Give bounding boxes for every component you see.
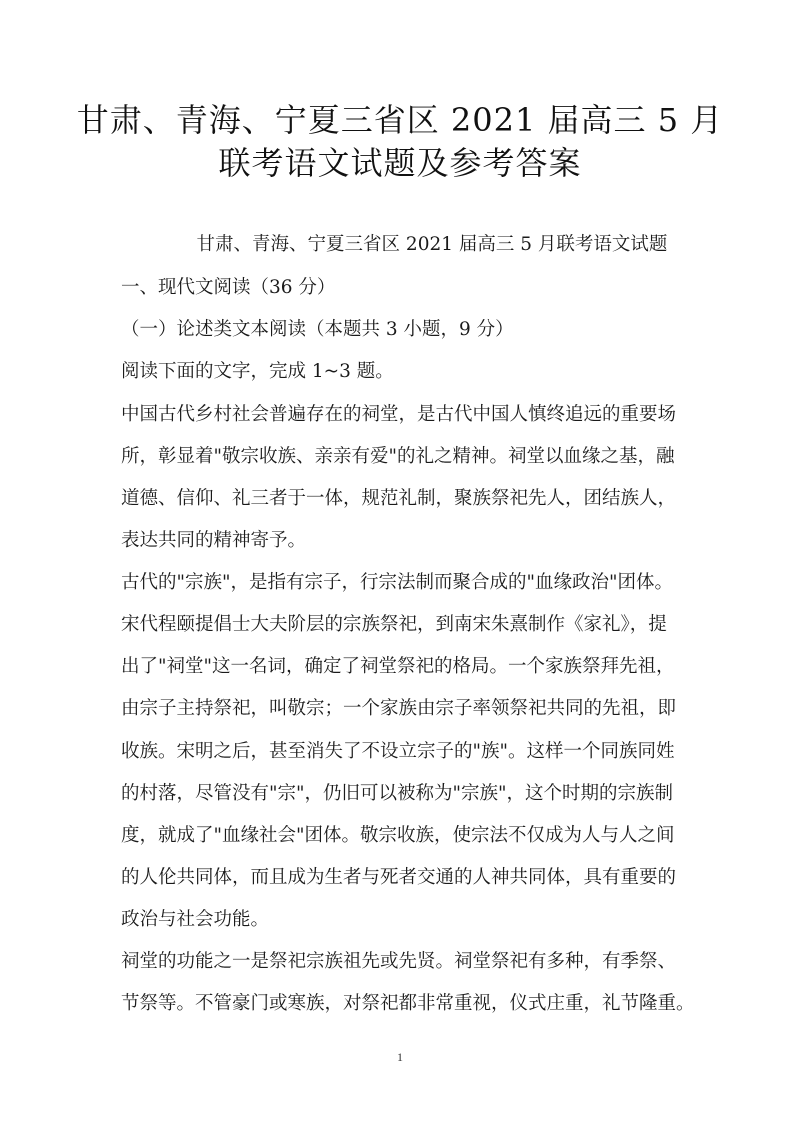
exam-subtitle: 甘肃、青海、宁夏三省区 2021 届高三 5 月联考语文试题 <box>196 234 668 255</box>
document-title-line-2: 联考语文试题及参考答案 <box>218 144 582 182</box>
paragraph-line: 道德、信仰、礼三者于一体，规范礼制，聚族祭祀先人，团结族人， <box>121 488 677 509</box>
page-number: 1 <box>397 1050 403 1064</box>
paragraph-line: 祠堂的功能之一是祭祀宗族祖先或先贤。祠堂祭祀有多种，有季祭、 <box>121 951 677 972</box>
paragraph-line: 出了"祠堂"这一名词，确定了祠堂祭祀的格局。一个家族祭拜先祖， <box>121 656 675 677</box>
paragraph-line: 中国古代乡村社会普遍存在的祠堂，是古代中国人慎终追远的重要场 <box>121 404 677 425</box>
paragraph-line: 政治与社会功能。 <box>121 909 270 930</box>
paragraph-line: 度，就成了"血缘社会"团体。敬宗收族，使宗法不仅成为人与人之间 <box>121 825 675 846</box>
reading-instruction: 阅读下面的文字，完成 1~3 题。 <box>121 361 394 382</box>
paragraph-line: 所，彰显着"敬宗收族、亲亲有爱"的礼之精神。祠堂以血缘之基，融 <box>121 446 675 467</box>
paragraph-line: 的村落，尽管没有"宗"，仍旧可以被称为"宗族"，这个时期的宗族制 <box>121 783 674 804</box>
paragraph-line: 收族。宋明之后，甚至消失了不设立宗子的"族"。这样一个同族同姓 <box>121 741 675 762</box>
paragraph-line: 节祭等。不管豪门或寒族，对祭祀都非常重视，仪式庄重，礼节隆重。 <box>121 993 695 1014</box>
document-title-line-1: 甘肃、青海、宁夏三省区 2021 届高三 5 月 <box>76 101 724 139</box>
paragraph-line: 古代的"宗族"，是指有宗子，行宗法制而聚合成的"血缘政治"团体。 <box>121 572 674 593</box>
paragraph-line: 由宗子主持祭祀，叫敬宗；一个家族由宗子率领祭祀共同的先祖，即 <box>121 698 677 719</box>
paragraph-line: 表达共同的精神寄予。 <box>121 530 307 551</box>
section-heading: 一、现代文阅读（36 分） <box>121 277 336 298</box>
paragraph-line: 宋代程颐提倡士大夫阶层的宗族祭祀，到南宋朱熹制作《家礼》，提 <box>121 614 667 635</box>
paragraph-line: 的人伦共同体，而且成为生者与死者交通的人神共同体，具有重要的 <box>121 867 677 888</box>
subsection-heading: （一）论述类文本阅读（本题共 3 小题，9 分） <box>121 319 514 340</box>
